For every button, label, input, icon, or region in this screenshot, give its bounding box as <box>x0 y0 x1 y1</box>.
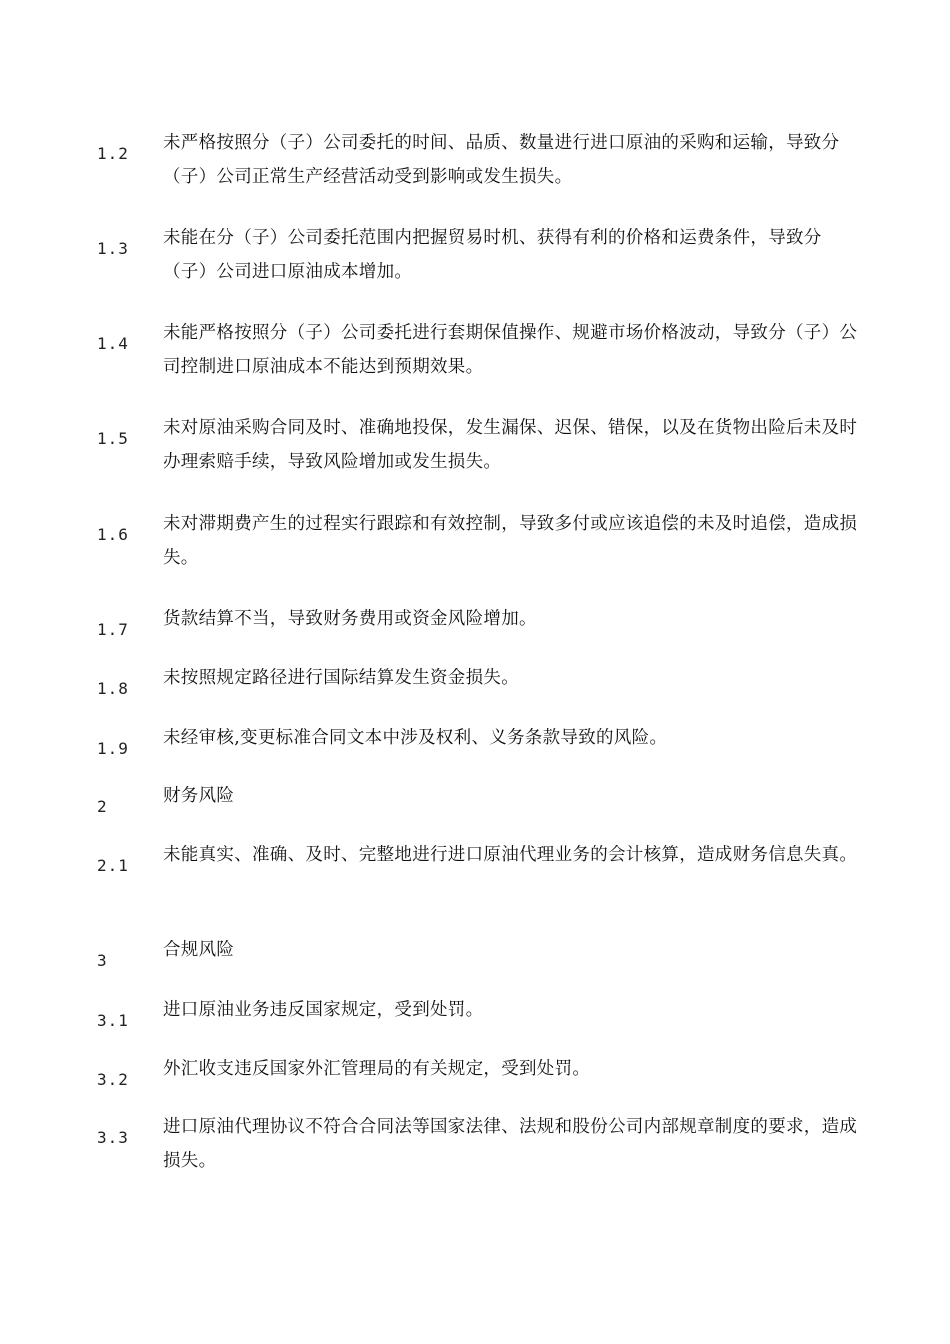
section-number: 2 <box>97 797 108 816</box>
item-number: 1.4 <box>97 334 129 353</box>
item-number: 1.3 <box>97 239 129 258</box>
item-number: 3.2 <box>97 1070 129 1089</box>
item-number: 2.1 <box>97 856 129 875</box>
item-number: 1.7 <box>97 620 129 639</box>
item-text: 进口原油业务违反国家规定，受到处罚。 <box>163 1000 484 1020</box>
item-text: 外汇收支违反国家外汇管理局的有关规定，受到处罚。 <box>163 1059 591 1079</box>
item-text: 货款结算不当，导致财务费用或资金风险增加。 <box>163 609 537 629</box>
item-text: 未严格按照分（子）公司委托的时间、品质、数量进行进口原油的采购和运输，导致分（子）公司正常生产经营活动受到影响或发生损失。 <box>163 133 840 187</box>
section-title: 财务风险 <box>163 786 235 806</box>
item-text: 未能在分（子）公司委托范围内把握贸易时机、获得有利的价格和运费条件，导致分（子）公司进口原油成本增加。 <box>163 228 822 282</box>
item-text: 未对原油采购合同及时、准确地投保，发生漏保、迟保、错保，以及在货物出险后未及时办理索赔手续，导致风险增加或发生损失。 <box>163 418 858 472</box>
item-text: 未经审核,变更标准合同文本中涉及权利、义务条款导致的风险。 <box>163 728 668 748</box>
item-number: 1.9 <box>97 739 129 758</box>
item-number: 3.3 <box>97 1128 129 1147</box>
item-number: 1.2 <box>97 144 129 163</box>
item-text: 未能严格按照分（子）公司委托进行套期保值操作、规避市场价格波动，导致分（子）公司控制进口原油成本不能达到预期效果。 <box>163 323 858 377</box>
item-number: 1.6 <box>97 525 129 544</box>
item-text: 未对滞期费产生的过程实行跟踪和有效控制，导致多付或应该追偿的未及时追偿，造成损失。 <box>163 514 858 568</box>
item-text: 未按照规定路径进行国际结算发生资金损失。 <box>163 668 519 688</box>
item-number: 1.5 <box>97 429 129 448</box>
item-number: 3.1 <box>97 1011 129 1030</box>
item-number: 1.8 <box>97 679 129 698</box>
section-title: 合规风险 <box>163 940 235 960</box>
item-text: 未能真实、准确、及时、完整地进行进口原油代理业务的会计核算，造成财务信息失真。 <box>163 845 858 865</box>
section-number: 3 <box>97 951 108 970</box>
item-text: 进口原油代理协议不符合合同法等国家法律、法规和股份公司内部规章制度的要求，造成损失。 <box>163 1117 858 1171</box>
